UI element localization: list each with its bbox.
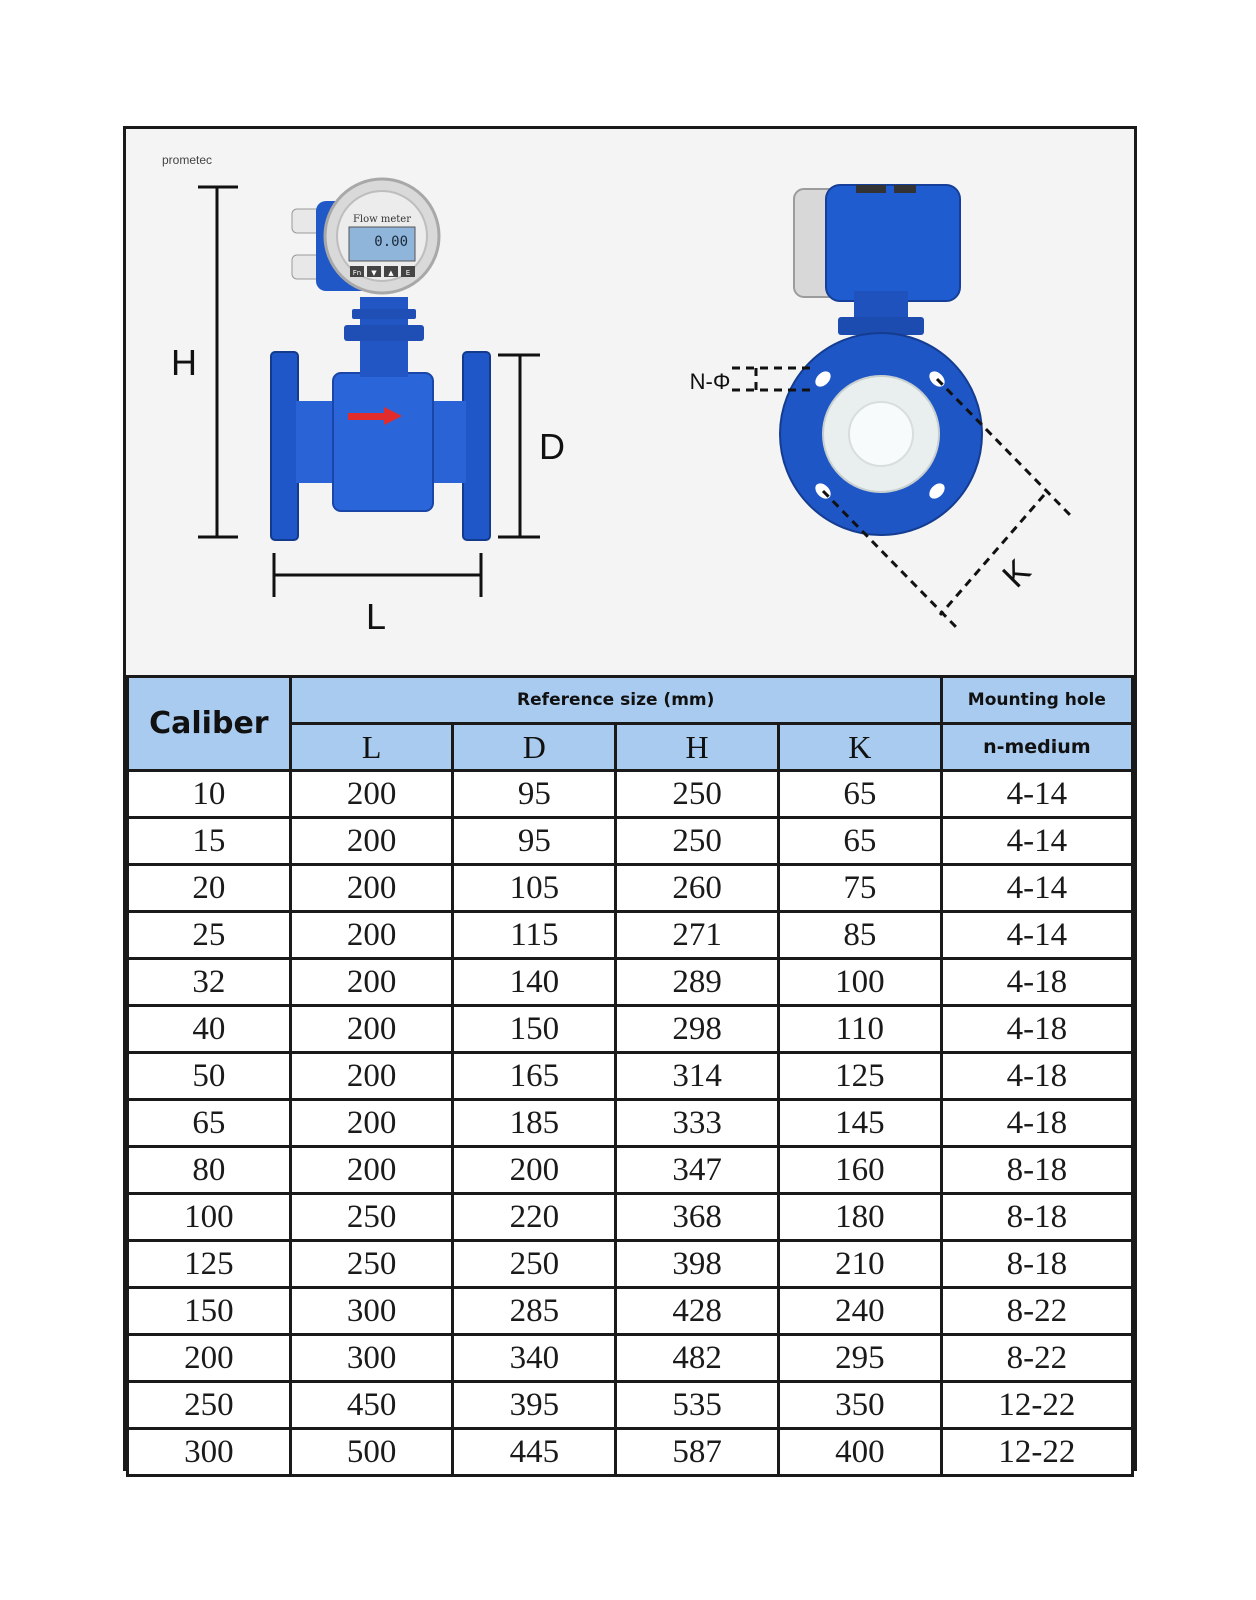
table-cell: 289 xyxy=(616,959,779,1006)
display-value: 0.00 xyxy=(374,234,408,250)
column-header-l: L xyxy=(290,724,453,771)
label-n-phi: N-Φ xyxy=(689,369,731,394)
table-row xyxy=(128,1194,1133,1241)
table-cell: 8-22 xyxy=(941,1335,1132,1382)
table-row xyxy=(128,1335,1133,1382)
column-header-d: D xyxy=(453,724,616,771)
table-cell: 314 xyxy=(616,1053,779,1100)
table-cell: 210 xyxy=(778,1241,941,1288)
table-cell: 8-18 xyxy=(941,1194,1132,1241)
mounting-hole-header: Mounting hole xyxy=(941,677,1132,724)
label-d: D xyxy=(539,426,565,467)
dimension-l xyxy=(274,553,481,597)
table-cell: 125 xyxy=(778,1053,941,1100)
table-cell: 200 xyxy=(290,865,453,912)
table-cell: 80 xyxy=(128,1147,291,1194)
table-row xyxy=(128,912,1133,959)
table-cell: 150 xyxy=(128,1288,291,1335)
table-cell: 110 xyxy=(778,1006,941,1053)
table-cell: 428 xyxy=(616,1288,779,1335)
table-cell: 125 xyxy=(128,1241,291,1288)
table-cell: 100 xyxy=(128,1194,291,1241)
display-label: Flow meter xyxy=(352,214,412,225)
table-cell: 10 xyxy=(128,771,291,818)
reference-size-header: Reference size (mm) xyxy=(290,677,941,724)
table-cell: 115 xyxy=(453,912,616,959)
table-row xyxy=(128,959,1133,1006)
table-cell: 4-18 xyxy=(941,1100,1132,1147)
table-cell: 200 xyxy=(290,1006,453,1053)
table-cell: 85 xyxy=(778,912,941,959)
table-row xyxy=(128,1429,1133,1476)
table-cell: 8-22 xyxy=(941,1288,1132,1335)
table-row xyxy=(128,1053,1133,1100)
table-cell: 4-18 xyxy=(941,1006,1132,1053)
table-cell: 95 xyxy=(453,771,616,818)
spec-table xyxy=(126,675,1134,1477)
table-cell: 535 xyxy=(616,1382,779,1429)
label-l: L xyxy=(365,596,387,637)
table-cell: 285 xyxy=(453,1288,616,1335)
table-cell: 298 xyxy=(616,1006,779,1053)
table-cell: 300 xyxy=(290,1335,453,1382)
table-cell: 50 xyxy=(128,1053,291,1100)
table-row xyxy=(128,1006,1133,1053)
button-up: ▲ xyxy=(388,269,394,277)
table-cell: 15 xyxy=(128,818,291,865)
column-header-h: H xyxy=(616,724,779,771)
table-cell: 160 xyxy=(778,1147,941,1194)
table-cell: 445 xyxy=(453,1429,616,1476)
table-cell: 4-14 xyxy=(941,912,1132,959)
table-row xyxy=(128,1288,1133,1335)
table-cell: 8-18 xyxy=(941,1147,1132,1194)
table-cell: 295 xyxy=(778,1335,941,1382)
table-cell: 220 xyxy=(453,1194,616,1241)
table-cell: 250 xyxy=(453,1241,616,1288)
table-cell: 65 xyxy=(778,818,941,865)
label-k: K xyxy=(995,552,1039,596)
table-cell: 165 xyxy=(453,1053,616,1100)
table-cell: 482 xyxy=(616,1335,779,1382)
front-view xyxy=(271,179,490,540)
table-cell: 250 xyxy=(290,1194,453,1241)
table-cell: 250 xyxy=(290,1241,453,1288)
table-cell: 4-14 xyxy=(941,771,1132,818)
table-row xyxy=(128,865,1133,912)
table-row xyxy=(128,1100,1133,1147)
table-cell: 25 xyxy=(128,912,291,959)
table-cell: 185 xyxy=(453,1100,616,1147)
table-cell: 4-18 xyxy=(941,959,1132,1006)
table-cell: 95 xyxy=(453,818,616,865)
table-cell: 105 xyxy=(453,865,616,912)
table-cell: 65 xyxy=(778,771,941,818)
table-cell: 200 xyxy=(128,1335,291,1382)
table-cell: 32 xyxy=(128,959,291,1006)
table-cell: 368 xyxy=(616,1194,779,1241)
dimension-d xyxy=(498,355,540,537)
table-cell: 398 xyxy=(616,1241,779,1288)
table-cell: 75 xyxy=(778,865,941,912)
table-cell: 200 xyxy=(290,959,453,1006)
caliber-header: Caliber xyxy=(128,677,291,771)
table-cell: 200 xyxy=(290,771,453,818)
table-cell: 12-22 xyxy=(941,1429,1132,1476)
table-row xyxy=(128,1382,1133,1429)
table-row xyxy=(128,1241,1133,1288)
table-cell: 140 xyxy=(453,959,616,1006)
table-cell: 250 xyxy=(616,818,779,865)
n-medium-header: n-medium xyxy=(941,724,1132,771)
table-cell: 400 xyxy=(778,1429,941,1476)
table-cell: 150 xyxy=(453,1006,616,1053)
table-cell: 40 xyxy=(128,1006,291,1053)
side-view xyxy=(780,185,982,535)
table-cell: 4-14 xyxy=(941,818,1132,865)
table-cell: 200 xyxy=(290,1147,453,1194)
table-cell: 4-14 xyxy=(941,865,1132,912)
table-cell: 20 xyxy=(128,865,291,912)
table-cell: 300 xyxy=(128,1429,291,1476)
label-h: H xyxy=(171,342,197,383)
table-cell: 180 xyxy=(778,1194,941,1241)
table-cell: 250 xyxy=(616,771,779,818)
table-cell: 200 xyxy=(290,1100,453,1147)
button-down: ▼ xyxy=(371,269,377,277)
table-row xyxy=(128,771,1133,818)
button-enter: E xyxy=(405,269,411,277)
table-cell: 240 xyxy=(778,1288,941,1335)
table-cell: 65 xyxy=(128,1100,291,1147)
table-cell: 250 xyxy=(128,1382,291,1429)
table-cell: 500 xyxy=(290,1429,453,1476)
column-header-k: K xyxy=(778,724,941,771)
table-cell: 260 xyxy=(616,865,779,912)
product-figure xyxy=(126,129,1134,675)
table-cell: 450 xyxy=(290,1382,453,1429)
dimension-h xyxy=(198,187,238,537)
table-cell: 340 xyxy=(453,1335,616,1382)
table-cell: 4-18 xyxy=(941,1053,1132,1100)
table-cell: 8-18 xyxy=(941,1241,1132,1288)
brand-label: prometec xyxy=(162,153,213,167)
table-cell: 347 xyxy=(616,1147,779,1194)
table-cell: 333 xyxy=(616,1100,779,1147)
spec-sheet xyxy=(123,126,1137,1471)
table-cell: 300 xyxy=(290,1288,453,1335)
table-cell: 200 xyxy=(290,818,453,865)
table-cell: 271 xyxy=(616,912,779,959)
table-row xyxy=(128,818,1133,865)
table-cell: 350 xyxy=(778,1382,941,1429)
flow-meter-drawing xyxy=(126,129,1134,675)
table-cell: 200 xyxy=(290,1053,453,1100)
table-row xyxy=(128,1147,1133,1194)
table-cell: 145 xyxy=(778,1100,941,1147)
table-cell: 100 xyxy=(778,959,941,1006)
table-cell: 200 xyxy=(290,912,453,959)
table-cell: 587 xyxy=(616,1429,779,1476)
table-cell: 12-22 xyxy=(941,1382,1132,1429)
table-cell: 200 xyxy=(453,1147,616,1194)
button-fn: Fn xyxy=(352,269,362,277)
table-cell: 395 xyxy=(453,1382,616,1429)
